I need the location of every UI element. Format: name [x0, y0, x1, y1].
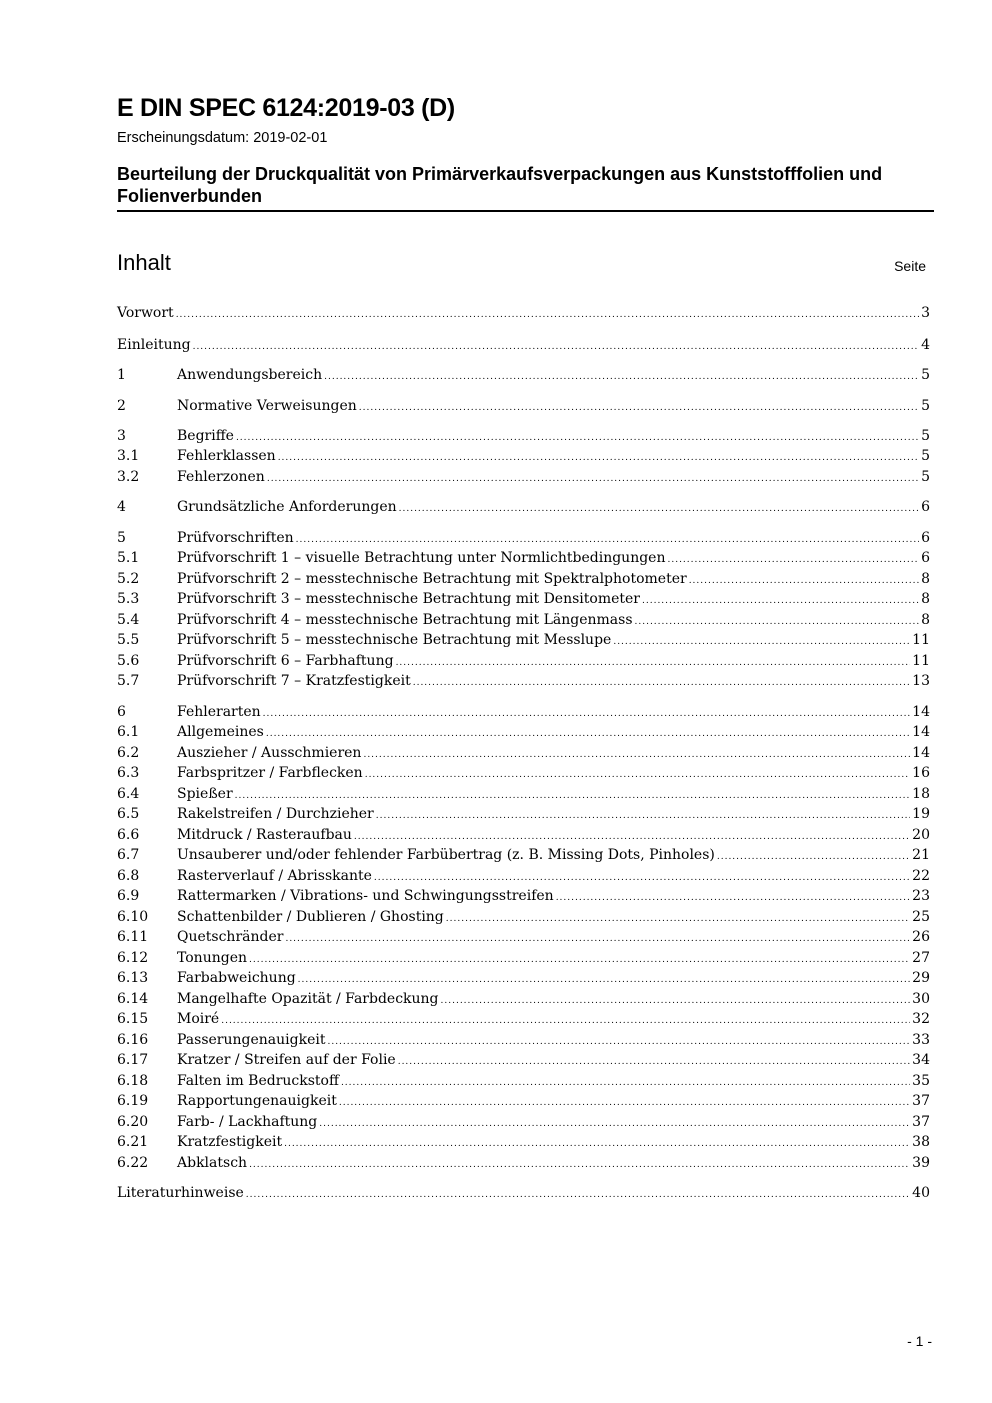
toc-entry-page: 25	[912, 909, 930, 925]
toc-dot-leader	[319, 1114, 910, 1134]
toc-dot-leader	[441, 991, 911, 1011]
toc-dot-leader	[266, 724, 910, 744]
toc-entry[interactable]	[117, 467, 930, 487]
toc-entry-page: 4	[921, 337, 930, 353]
toc-dot-leader	[296, 530, 919, 550]
toc-entry-title: Prüfvorschrift 1 – visuelle Betrachtung unter Normlichtbedingungen	[177, 550, 666, 566]
toc-entry[interactable]	[117, 1030, 930, 1050]
toc-entry-title: Begriffe	[177, 428, 234, 444]
toc-entry-number: 6.12	[117, 950, 149, 966]
toc-entry-number: 2	[117, 398, 126, 414]
toc-dot-leader	[278, 448, 919, 468]
toc-entry-title: Tonungen	[177, 950, 247, 966]
toc-entry-page: 5	[921, 469, 930, 485]
toc-entry[interactable]	[117, 365, 930, 385]
toc-dot-leader	[249, 950, 910, 970]
toc-dot-leader	[613, 632, 910, 652]
toc-entry[interactable]	[117, 1050, 930, 1070]
toc-entry-title: Einleitung	[117, 337, 191, 353]
toc-dot-leader	[324, 367, 919, 387]
toc-entry-page: 39	[912, 1155, 930, 1171]
toc-entry-title: Moiré	[177, 1011, 220, 1027]
toc-entry-title: Prüfvorschrift 2 – messtechnische Betrachtung mit Spektralphotometer	[177, 571, 687, 587]
toc-entry[interactable]	[117, 845, 930, 865]
toc-entry-page: 37	[912, 1093, 930, 1109]
toc-dot-leader	[374, 868, 910, 888]
toc-entry[interactable]	[117, 804, 930, 824]
toc-entry-number: 5.6	[117, 653, 140, 669]
toc-entry-title: Grundsätzliche Anforderungen	[177, 499, 397, 515]
toc-entry[interactable]	[117, 1009, 930, 1029]
toc-entry-title: Fehlerarten	[177, 704, 261, 720]
toc-entry-page: 23	[912, 888, 930, 904]
toc-dot-leader	[263, 704, 911, 724]
toc-entry-title: Farbabweichung	[177, 970, 296, 986]
toc-entry[interactable]	[117, 303, 930, 323]
toc-entry-page: 5	[921, 428, 930, 444]
toc-entry-number: 6.20	[117, 1114, 149, 1130]
toc-entry-page: 18	[912, 786, 930, 802]
toc-entry-title: Rattermarken / Vibrations- und Schwingungsstreifen	[177, 888, 554, 904]
title-divider	[117, 210, 934, 212]
toc-entry-page: 19	[912, 806, 930, 822]
toc-dot-leader	[193, 337, 920, 357]
publication-date: Erscheinungsdatum: 2019-02-01	[117, 130, 328, 146]
toc-entry[interactable]	[117, 1071, 930, 1091]
toc-entry-page: 27	[912, 950, 930, 966]
toc-entry-title: Prüfvorschriften	[177, 530, 294, 546]
toc-dot-leader	[246, 1185, 910, 1205]
toc-entry-title: Literaturhinweise	[117, 1185, 244, 1201]
toc-entry[interactable]	[117, 886, 930, 906]
toc-entry-title: Mangelhafte Opazität / Farbdeckung	[177, 991, 439, 1007]
toc-entry-page: 6	[921, 499, 930, 515]
toc-dot-leader	[221, 1011, 910, 1031]
toc-entry-number: 6.2	[117, 745, 140, 761]
toc-entry[interactable]	[117, 1112, 930, 1132]
toc-entry[interactable]	[117, 589, 930, 609]
toc-entry-number: 3.2	[117, 469, 140, 485]
toc-entry-number: 6.14	[117, 991, 149, 1007]
toc-entry-number: 6.1	[117, 724, 140, 740]
toc-entry-number: 6.17	[117, 1052, 149, 1068]
toc-entry[interactable]	[117, 702, 930, 722]
toc-entry-title: Anwendungsbereich	[177, 367, 323, 383]
toc-entry[interactable]	[117, 825, 930, 845]
toc-entry-page: 11	[912, 632, 930, 648]
toc-entry[interactable]	[117, 396, 930, 416]
toc-entry-title: Fehlerklassen	[177, 448, 276, 464]
toc-dot-leader	[339, 1093, 910, 1113]
toc-entry-page: 35	[912, 1073, 930, 1089]
toc-dot-leader	[642, 591, 919, 611]
toc-entry-number: 6.15	[117, 1011, 149, 1027]
toc-entry-page: 5	[921, 398, 930, 414]
toc-dot-leader	[396, 653, 911, 673]
toc-entry-number: 6.13	[117, 970, 149, 986]
toc-entry[interactable]	[117, 610, 930, 630]
toc-dot-leader	[249, 1155, 910, 1175]
toc-entry-page: 32	[912, 1011, 930, 1027]
toc-entry-number: 5.4	[117, 612, 140, 628]
contents-heading: Inhalt	[117, 250, 171, 275]
toc-entry-title: Quetschränder	[177, 929, 284, 945]
toc-dot-leader	[365, 765, 910, 785]
toc-dot-leader	[635, 612, 920, 632]
toc-entry-title: Prüfvorschrift 4 – messtechnische Betrachtung mit Längenmass	[177, 612, 633, 628]
toc-entry-title: Prüfvorschrift 7 – Kratzfestigkeit	[177, 673, 411, 689]
toc-entry-number: 6.10	[117, 909, 149, 925]
toc-entry-page: 21	[912, 847, 930, 863]
toc-entry-title: Rasterverlauf / Abrisskante	[177, 868, 372, 884]
toc-entry-title: Farbspritzer / Farbflecken	[177, 765, 363, 781]
toc-entry-page: 14	[912, 724, 930, 740]
toc-dot-leader	[667, 550, 919, 570]
page-number: - 1 -	[907, 1333, 932, 1349]
toc-entry-title: Spießer	[177, 786, 233, 802]
toc-entry-number: 6.18	[117, 1073, 149, 1089]
toc-dot-leader	[446, 909, 910, 929]
toc-entry-title: Passerungenauigkeit	[177, 1032, 326, 1048]
toc-entry-number: 6.9	[117, 888, 140, 904]
toc-entry-page: 8	[921, 571, 930, 587]
toc-entry[interactable]	[117, 948, 930, 968]
toc-entry-page: 38	[912, 1134, 930, 1150]
toc-entry-title: Falten im Bedruckstoff	[177, 1073, 339, 1089]
toc-entry-page: 6	[921, 530, 930, 546]
toc-entry-page: 30	[912, 991, 930, 1007]
toc-dot-leader	[413, 673, 910, 693]
toc-entry-page: 8	[921, 591, 930, 607]
toc-entry-title: Unsauberer und/oder fehlender Farbübertrag (z. B. Missing Dots, Pinholes)	[177, 847, 715, 863]
toc-entry-page: 14	[912, 745, 930, 761]
toc-entry-title: Prüfvorschrift 6 – Farbhaftung	[177, 653, 394, 669]
toc-entry-title: Farb- / Lackhaftung	[177, 1114, 318, 1130]
toc-dot-leader	[176, 305, 919, 325]
toc-entry-page: 5	[921, 367, 930, 383]
toc-entry-number: 6.3	[117, 765, 140, 781]
toc-entry-number: 3.1	[117, 448, 140, 464]
toc-entry[interactable]	[117, 866, 930, 886]
toc-entry-title: Auszieher / Ausschmieren	[177, 745, 362, 761]
toc-entry[interactable]	[117, 1153, 930, 1173]
toc-dot-leader	[359, 398, 919, 418]
toc-entry-page: 3	[921, 305, 930, 321]
toc-entry-title: Prüfvorschrift 3 – messtechnische Betrachtung mit Densitometer	[177, 591, 640, 607]
toc-entry-page: 29	[912, 970, 930, 986]
toc-entry-page: 33	[912, 1032, 930, 1048]
toc-entry-page: 37	[912, 1114, 930, 1130]
toc-dot-leader	[354, 827, 910, 847]
toc-entry[interactable]	[117, 1183, 930, 1203]
toc-entry[interactable]	[117, 1132, 930, 1152]
toc-entry-number: 6.4	[117, 786, 140, 802]
toc-entry-title: Fehlerzonen	[177, 469, 265, 485]
toc-entry[interactable]	[117, 927, 930, 947]
document-subtitle: Beurteilung der Druckqualität von Primärverkaufsverpackungen aus Kunststofffolien und Folienverbunden	[117, 164, 883, 206]
toc-dot-leader	[341, 1073, 910, 1093]
toc-entry-title: Prüfvorschrift 5 – messtechnische Betrachtung mit Messlupe	[177, 632, 612, 648]
toc-entry[interactable]	[117, 446, 930, 466]
toc-entry[interactable]	[117, 569, 930, 589]
toc-entry[interactable]	[117, 651, 930, 671]
toc-entry-number: 4	[117, 499, 126, 515]
toc-dot-leader	[235, 786, 911, 806]
toc-entry-number: 6.5	[117, 806, 140, 822]
toc-entry-number: 6	[117, 704, 126, 720]
toc-entry-number: 6.8	[117, 868, 140, 884]
toc-entry-number: 6.16	[117, 1032, 149, 1048]
toc-entry-number: 5.2	[117, 571, 140, 587]
toc-dot-leader	[363, 745, 910, 765]
toc-dot-leader	[399, 499, 919, 519]
toc-dot-leader	[376, 806, 910, 826]
toc-entry-title: Schattenbilder / Dublieren / Ghosting	[177, 909, 444, 925]
toc-dot-leader	[717, 847, 910, 867]
toc-entry-number: 6.11	[117, 929, 149, 945]
toc-entry-page: 5	[921, 448, 930, 464]
toc-entry-title: Kratzer / Streifen auf der Folie	[177, 1052, 396, 1068]
toc-entry[interactable]	[117, 1091, 930, 1111]
toc-dot-leader	[689, 571, 919, 591]
toc-entry-page: 22	[912, 868, 930, 884]
toc-entry-number: 5.7	[117, 673, 140, 689]
toc-entry-page: 26	[912, 929, 930, 945]
toc-entry-page: 14	[912, 704, 930, 720]
toc-entry-number: 6.6	[117, 827, 140, 843]
toc-entry-title: Allgemeines	[177, 724, 264, 740]
toc-entry-page: 40	[912, 1185, 930, 1201]
toc-entry-title: Vorwort	[117, 305, 174, 321]
toc-entry-number: 5	[117, 530, 126, 546]
toc-entry-number: 3	[117, 428, 126, 444]
toc-entry[interactable]	[117, 784, 930, 804]
toc-entry-title: Rapportungenauigkeit	[177, 1093, 337, 1109]
toc-entry-title: Kratzfestigkeit	[177, 1134, 283, 1150]
document-title: E DIN SPEC 6124:2019-03 (D)	[117, 94, 455, 122]
toc-entry[interactable]	[117, 743, 930, 763]
toc-entry[interactable]	[117, 335, 930, 355]
page-column-label: Seite	[894, 258, 926, 274]
toc-entry[interactable]	[117, 497, 930, 517]
toc-dot-leader	[327, 1032, 910, 1052]
toc-entry[interactable]	[117, 426, 930, 446]
toc-entry-page: 6	[921, 550, 930, 566]
toc-entry[interactable]	[117, 763, 930, 783]
toc-dot-leader	[298, 970, 911, 990]
toc-entry-number: 6.19	[117, 1093, 149, 1109]
toc-entry-number: 1	[117, 367, 126, 383]
toc-entry[interactable]	[117, 989, 930, 1009]
toc-entry-number: 5.3	[117, 591, 140, 607]
toc-entry[interactable]	[117, 968, 930, 988]
toc-dot-leader	[556, 888, 910, 908]
toc-entry[interactable]	[117, 671, 930, 691]
toc-entry-page: 20	[912, 827, 930, 843]
toc-entry-number: 5.1	[117, 550, 140, 566]
toc-entry-page: 8	[921, 612, 930, 628]
toc-entry-number: 6.7	[117, 847, 140, 863]
toc-entry-title: Mitdruck / Rasteraufbau	[177, 827, 352, 843]
toc-dot-leader	[285, 929, 910, 949]
toc-entry-title: Abklatsch	[177, 1155, 248, 1171]
toc-dot-leader	[236, 428, 919, 448]
toc-entry[interactable]	[117, 528, 930, 548]
toc-entry-page: 34	[912, 1052, 930, 1068]
toc-entry[interactable]	[117, 630, 930, 650]
toc-dot-leader	[398, 1052, 910, 1072]
toc-entry-title: Rakelstreifen / Durchzieher	[177, 806, 374, 822]
toc-entry-page: 13	[912, 673, 930, 689]
toc-entry-number: 6.21	[117, 1134, 149, 1150]
toc-entry-title: Normative Verweisungen	[177, 398, 357, 414]
toc-dot-leader	[284, 1134, 910, 1154]
toc-entry-page: 16	[912, 765, 930, 781]
toc-entry[interactable]	[117, 907, 930, 927]
toc-entry-number: 6.22	[117, 1155, 149, 1171]
toc-dot-leader	[267, 469, 919, 489]
toc-entry-page: 11	[912, 653, 930, 669]
toc-entry-number: 5.5	[117, 632, 140, 648]
toc-entry[interactable]	[117, 548, 930, 568]
toc-entry[interactable]	[117, 722, 930, 742]
